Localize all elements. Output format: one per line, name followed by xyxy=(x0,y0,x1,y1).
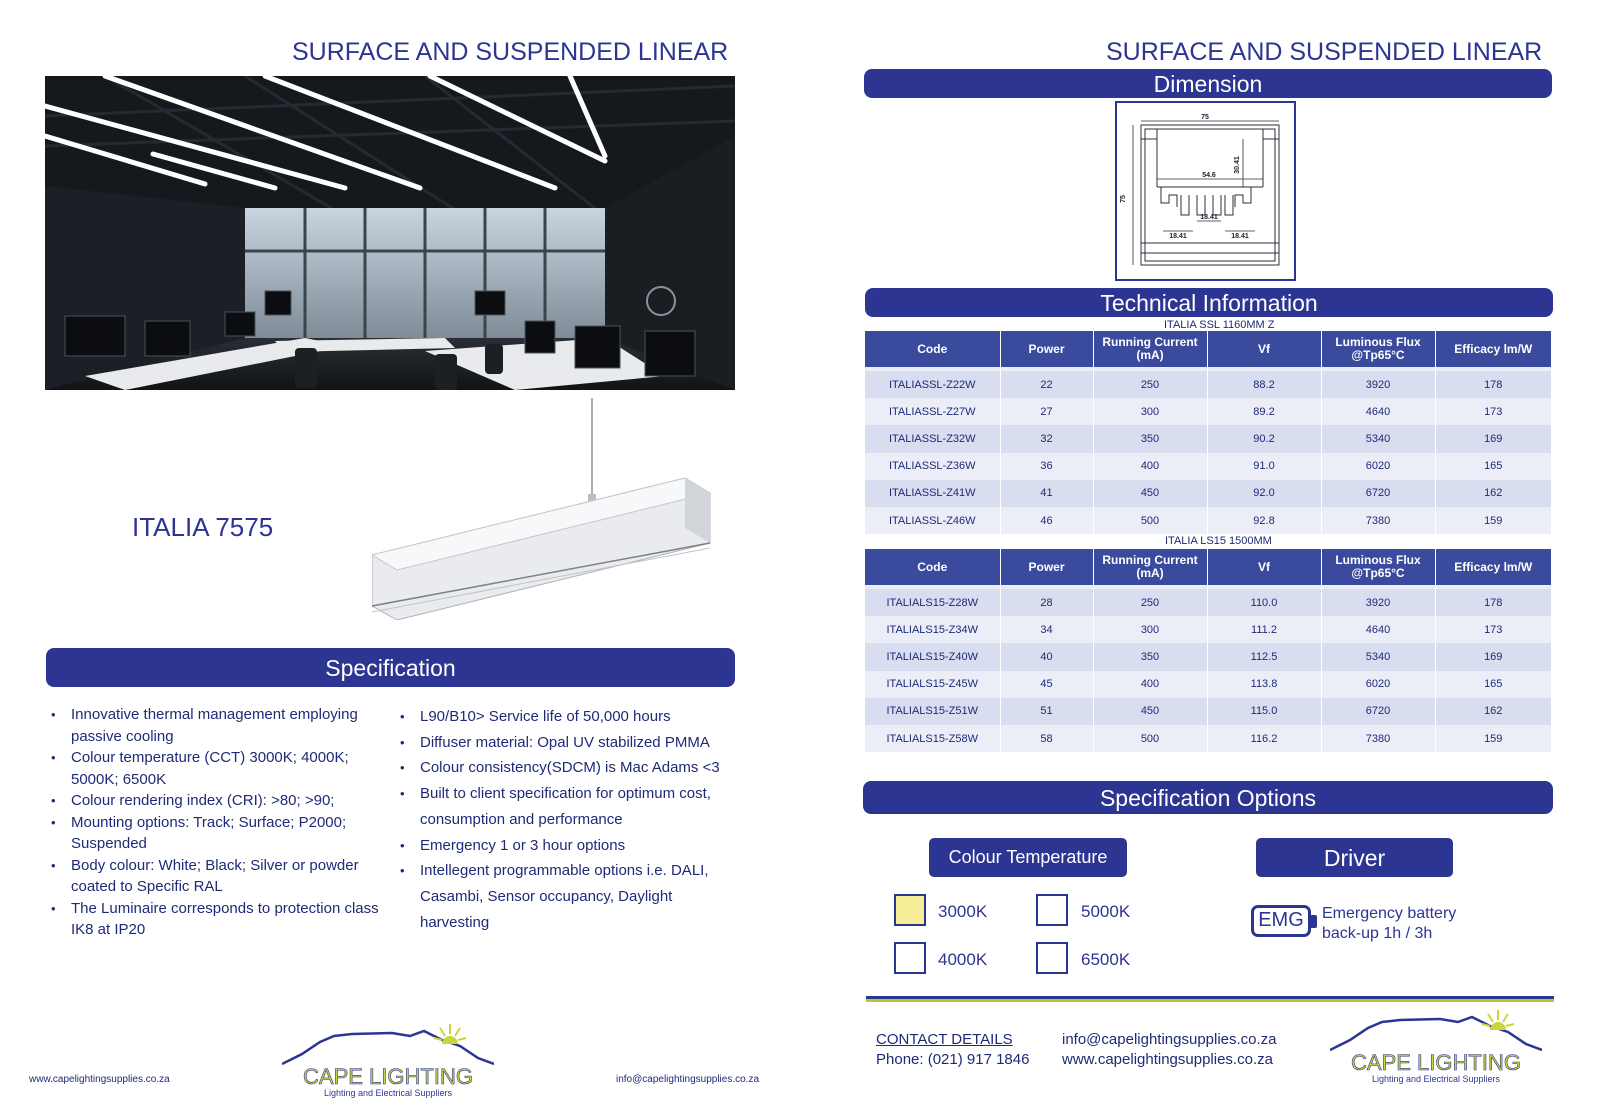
dimension-heading-bar xyxy=(864,69,1552,98)
current-cell: 400 xyxy=(1093,453,1207,480)
vf-cell: 89.2 xyxy=(1207,398,1321,425)
spec-item: • Body colour: White; Black; Silver or powder coated to Specific RAL xyxy=(47,855,387,898)
table-row xyxy=(865,589,1551,616)
code-cell: ITALIALS15-Z34W xyxy=(865,616,1000,643)
emergency-text-line2: back-up 1h / 3h xyxy=(1322,925,1433,942)
spec-item: • Diffuser material: Opal UV stabilized PMMA xyxy=(396,730,741,756)
spec-item: • Mounting options: Track; Surface; P2000; Suspended xyxy=(47,812,387,855)
table-mountain-icon xyxy=(282,1022,494,1068)
spec-item: • Colour rendering index (CRI): >80; >90; xyxy=(47,790,387,812)
vf-cell: 110.0 xyxy=(1207,589,1321,616)
col-flux: Luminous Flux @Tp65°C xyxy=(1321,549,1435,585)
contact-heading: CONTACT DETAILS xyxy=(876,1031,1013,1048)
efficacy-cell: 173 xyxy=(1435,398,1551,425)
code-cell: ITALIALS15-Z45W xyxy=(865,671,1000,698)
code-cell: ITALIALS15-Z40W xyxy=(865,643,1000,670)
colour-temperature-button[interactable] xyxy=(929,838,1127,877)
vf-cell: 115.0 xyxy=(1207,698,1321,725)
technical-table-1 xyxy=(865,331,1551,534)
swatch-6500k-label: 6500K xyxy=(1081,950,1131,969)
swatch-3000k[interactable] xyxy=(894,894,926,926)
contact-phone[interactable]: Phone: (021) 917 1846 xyxy=(876,1051,1030,1068)
code-cell: ITALIALS15-Z28W xyxy=(865,589,1000,616)
col-vf: Vf xyxy=(1207,331,1321,367)
logo-name: CAPE LIGHTING xyxy=(303,1064,473,1089)
left-footer-email[interactable]: info@capelightingsupplies.co.za xyxy=(616,1074,760,1085)
code-cell: ITALIASSL-Z27W xyxy=(865,398,1000,425)
spec-list-right xyxy=(396,704,741,935)
current-cell: 350 xyxy=(1093,643,1207,670)
code-cell: ITALIALS15-Z58W xyxy=(865,725,1000,752)
luminaire-illustration xyxy=(372,398,722,620)
code-cell: ITALIASSL-Z32W xyxy=(865,425,1000,452)
table-row xyxy=(865,425,1551,452)
vf-cell: 90.2 xyxy=(1207,425,1321,452)
logo-tagline: Lighting and Electrical Suppliers xyxy=(323,1088,453,1098)
table-row xyxy=(865,725,1551,752)
efficacy-cell: 169 xyxy=(1435,643,1551,670)
dim-top-width: 75 xyxy=(1201,114,1209,121)
dim-inner-height: 30.41 xyxy=(1234,156,1241,174)
spec-item: • Built to client specification for optimum cost, consumption and performance xyxy=(396,781,741,832)
efficacy-cell: 173 xyxy=(1435,616,1551,643)
table2-body xyxy=(865,585,1551,752)
options-heading: Specification Options xyxy=(1099,785,1317,811)
power-cell: 58 xyxy=(1000,725,1093,752)
power-cell: 40 xyxy=(1000,643,1093,670)
vf-cell: 116.2 xyxy=(1207,725,1321,752)
contact-block xyxy=(876,1030,1029,1070)
table2-caption: ITALIA LS15 1500MM xyxy=(1165,535,1272,547)
flux-cell: 6720 xyxy=(1321,480,1435,507)
contact-web-block xyxy=(1062,1030,1277,1070)
table1-body xyxy=(865,367,1551,534)
swatch-5000k[interactable] xyxy=(1036,894,1068,926)
current-cell: 250 xyxy=(1093,589,1207,616)
dimension-heading: Dimension xyxy=(1153,71,1263,97)
flux-cell: 6020 xyxy=(1321,671,1435,698)
current-cell: 350 xyxy=(1093,425,1207,452)
current-cell: 400 xyxy=(1093,671,1207,698)
table-row xyxy=(865,643,1551,670)
flux-cell: 3920 xyxy=(1321,371,1435,398)
dim-inner-width: 54.6 xyxy=(1202,172,1216,179)
col-flux: Luminous Flux @Tp65°C xyxy=(1321,331,1435,367)
table-mountain-icon xyxy=(1330,1008,1542,1054)
col-current: Running Current (mA) xyxy=(1093,549,1207,585)
efficacy-cell: 178 xyxy=(1435,371,1551,398)
current-cell: 250 xyxy=(1093,371,1207,398)
vf-cell: 92.8 xyxy=(1207,507,1321,534)
col-current: Running Current (mA) xyxy=(1093,331,1207,367)
flux-cell: 4640 xyxy=(1321,616,1435,643)
spec-list-left xyxy=(47,704,387,941)
table1-caption: ITALIA SSL 1160MM Z xyxy=(1164,319,1275,331)
efficacy-cell: 162 xyxy=(1435,698,1551,725)
dim-left-gap: 18.41 xyxy=(1169,233,1187,240)
spec-item: • Colour temperature (CCT) 3000K; 4000K; 5000K; 6500K xyxy=(47,747,387,790)
product-name: ITALIA 7575 xyxy=(132,512,274,542)
efficacy-cell: 162 xyxy=(1435,480,1551,507)
spec-item: • Emergency 1 or 3 hour options xyxy=(396,833,741,859)
dimension-drawing xyxy=(1115,101,1296,281)
power-cell: 36 xyxy=(1000,453,1093,480)
table-row xyxy=(865,453,1551,480)
col-code: Code xyxy=(865,331,1000,367)
technical-heading: Technical Information xyxy=(1100,290,1318,316)
current-cell: 300 xyxy=(1093,616,1207,643)
power-cell: 22 xyxy=(1000,371,1093,398)
specification-heading: Specification xyxy=(325,655,456,681)
footer-divider xyxy=(866,996,1554,1002)
current-cell: 450 xyxy=(1093,480,1207,507)
current-cell: 500 xyxy=(1093,725,1207,752)
contact-email[interactable]: info@capelightingsupplies.co.za xyxy=(1062,1031,1277,1048)
table-row xyxy=(865,398,1551,425)
power-cell: 27 xyxy=(1000,398,1093,425)
flux-cell: 6720 xyxy=(1321,698,1435,725)
power-cell: 41 xyxy=(1000,480,1093,507)
current-cell: 450 xyxy=(1093,698,1207,725)
code-cell: ITALIASSL-Z46W xyxy=(865,507,1000,534)
power-cell: 34 xyxy=(1000,616,1093,643)
dim-right-gap: 18.41 xyxy=(1231,233,1249,240)
code-cell: ITALIASSL-Z22W xyxy=(865,371,1000,398)
spec-item: • Innovative thermal management employing passive cooling xyxy=(47,704,387,747)
col-code: Code xyxy=(865,549,1000,585)
logo-tagline: Lighting and Electrical Suppliers xyxy=(1371,1074,1501,1084)
cape-lighting-logo-left xyxy=(282,1022,494,1096)
flux-cell: 3920 xyxy=(1321,589,1435,616)
technical-heading-bar xyxy=(865,288,1553,317)
table-row xyxy=(865,507,1551,534)
flux-cell: 4640 xyxy=(1321,398,1435,425)
swatch-4000k-label: 4000K xyxy=(938,950,988,969)
table-row xyxy=(865,698,1551,725)
emg-battery-icon: EMG xyxy=(1251,905,1311,937)
code-cell: ITALIALS15-Z51W xyxy=(865,698,1000,725)
emergency-text xyxy=(1322,904,1456,944)
efficacy-cell: 165 xyxy=(1435,453,1551,480)
contact-website[interactable]: www.capelightingsupplies.co.za xyxy=(1062,1051,1273,1068)
efficacy-cell: 178 xyxy=(1435,589,1551,616)
colour-temperature-label: Colour Temperature xyxy=(948,847,1108,867)
spec-item: • The Luminaire corresponds to protection class IK8 at IP20 xyxy=(47,898,387,941)
current-cell: 300 xyxy=(1093,398,1207,425)
table-row xyxy=(865,480,1551,507)
col-efficacy: Efficacy lm/W xyxy=(1435,549,1551,585)
table-row xyxy=(865,371,1551,398)
swatch-5000k-label: 5000K xyxy=(1081,902,1131,921)
driver-label: Driver xyxy=(1323,845,1386,871)
spec-item: • Intellegent programmable options i.e. DALI, Casambi, Sensor occupancy, Daylight harvesting xyxy=(396,858,741,935)
col-power: Power xyxy=(1000,331,1093,367)
efficacy-cell: 165 xyxy=(1435,671,1551,698)
vf-cell: 113.8 xyxy=(1207,671,1321,698)
code-cell: ITALIASSL-Z36W xyxy=(865,453,1000,480)
vf-cell: 111.2 xyxy=(1207,616,1321,643)
vf-cell: 88.2 xyxy=(1207,371,1321,398)
current-cell: 500 xyxy=(1093,507,1207,534)
col-vf: Vf xyxy=(1207,549,1321,585)
emg-battery-terminal xyxy=(1311,915,1317,928)
table-row xyxy=(865,616,1551,643)
driver-button[interactable] xyxy=(1256,838,1453,877)
efficacy-cell: 169 xyxy=(1435,425,1551,452)
swatch-6500k[interactable] xyxy=(1036,942,1068,974)
col-power: Power xyxy=(1000,549,1093,585)
power-cell: 32 xyxy=(1000,425,1093,452)
vf-cell: 92.0 xyxy=(1207,480,1321,507)
office-photo xyxy=(45,76,735,390)
flux-cell: 7380 xyxy=(1321,507,1435,534)
flux-cell: 5340 xyxy=(1321,425,1435,452)
specification-heading-bar xyxy=(46,648,735,687)
vf-cell: 112.5 xyxy=(1207,643,1321,670)
flux-cell: 6020 xyxy=(1321,453,1435,480)
technical-table-2 xyxy=(865,549,1551,752)
table-row xyxy=(865,671,1551,698)
power-cell: 51 xyxy=(1000,698,1093,725)
options-heading-bar xyxy=(863,781,1553,814)
power-cell: 45 xyxy=(1000,671,1093,698)
code-cell: ITALIASSL-Z41W xyxy=(865,480,1000,507)
emergency-text-line1: Emergency battery xyxy=(1322,905,1457,922)
spec-item: • L90/B10> Service life of 50,000 hours xyxy=(396,704,741,730)
spec-item: • Colour consistency(SDCM) is Mac Adams <3 xyxy=(396,755,741,781)
cape-lighting-logo-right xyxy=(1330,1008,1542,1088)
left-footer-website[interactable]: www.capelightingsupplies.co.za xyxy=(29,1074,170,1085)
dim-center-gap: 18.41 xyxy=(1200,214,1218,221)
col-efficacy: Efficacy lm/W xyxy=(1435,331,1551,367)
efficacy-cell: 159 xyxy=(1435,507,1551,534)
logo-name: CAPE LIGHTING xyxy=(1351,1050,1521,1075)
swatch-4000k[interactable] xyxy=(894,942,926,974)
dim-height: 75 xyxy=(1120,195,1127,203)
right-page-title: SURFACE AND SUSPENDED LINEAR xyxy=(1106,38,1543,66)
left-page-title: SURFACE AND SUSPENDED LINEAR xyxy=(292,38,729,66)
vf-cell: 91.0 xyxy=(1207,453,1321,480)
power-cell: 46 xyxy=(1000,507,1093,534)
swatch-3000k-label: 3000K xyxy=(938,902,988,921)
flux-cell: 5340 xyxy=(1321,643,1435,670)
power-cell: 28 xyxy=(1000,589,1093,616)
efficacy-cell: 159 xyxy=(1435,725,1551,752)
flux-cell: 7380 xyxy=(1321,725,1435,752)
